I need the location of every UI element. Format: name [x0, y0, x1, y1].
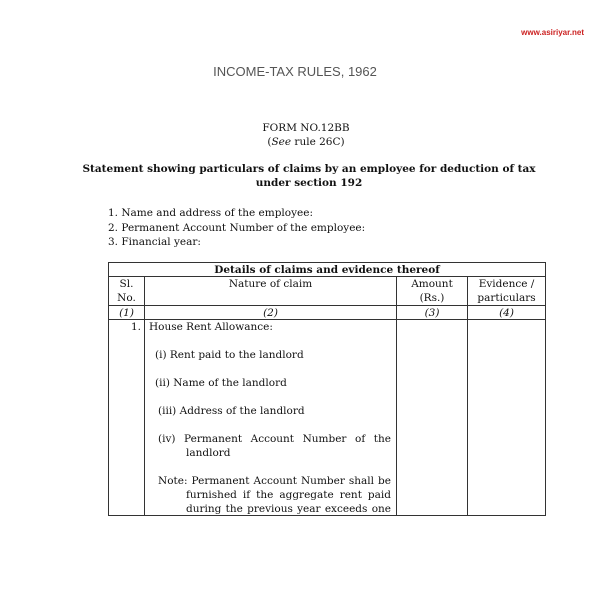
rule-see: See [271, 136, 292, 148]
rule-open: ( [267, 136, 272, 148]
header-nature: Nature of claim [228, 278, 313, 290]
header-amount-line1: Amount [411, 278, 453, 290]
table-title: Details of claims and evidence thereof [214, 264, 440, 276]
statement-title: Statement showing particulars of claims by an employee for deduction of tax under section 192 [82, 163, 536, 189]
rule-rest: rule 26C) [291, 136, 345, 148]
employee-fields [108, 206, 365, 250]
form-number: FORM NO.12BB [262, 122, 350, 134]
claims-table [108, 262, 546, 516]
row-title: House Rent Allowance: [149, 321, 273, 333]
header-sl-line2: No. [117, 292, 136, 304]
header-sl [109, 277, 144, 305]
page-header-title: INCOME-TAX RULES, 1962 [213, 64, 377, 79]
header-amount-line2: (Rs.) [419, 292, 445, 304]
row-note-line3: during the previous year exceeds one [186, 503, 391, 514]
form-rule-reference [0, 136, 612, 148]
row-item-i: (i) Rent paid to the landlord [155, 349, 304, 361]
row-item-iv-line2: landlord [186, 447, 231, 459]
watermark-url: www.asiriyar.net [521, 28, 584, 37]
field-pan: 2. Permanent Account Number of the employee: [108, 221, 366, 234]
field-financial-year: 3. Financial year: [108, 236, 201, 248]
header-evidence [468, 277, 545, 305]
col-number-2: (2) [263, 307, 278, 319]
row-sl-number: 1. [130, 321, 141, 333]
row-item-iv-line1: (iv) Permanent Account Number of the [158, 433, 391, 445]
header-evidence-line2: particulars [477, 292, 536, 304]
row-item-iii: (iii) Address of the landlord [158, 405, 305, 417]
col-number-3: (3) [424, 307, 440, 319]
header-amount [397, 277, 467, 305]
row-note-line1: Note: Permanent Account Number shall be [158, 475, 391, 487]
row-item-ii: (ii) Name of the landlord [155, 377, 287, 389]
row-note-line2: furnished if the aggregate rent paid [186, 489, 391, 501]
header-evidence-line1: Evidence / [478, 278, 535, 290]
col-number-1: (1) [119, 307, 134, 319]
col-number-4: (4) [499, 307, 514, 319]
field-name-address: 1. Name and address of the employee: [108, 207, 313, 219]
header-sl-line1: Sl. [119, 278, 134, 290]
